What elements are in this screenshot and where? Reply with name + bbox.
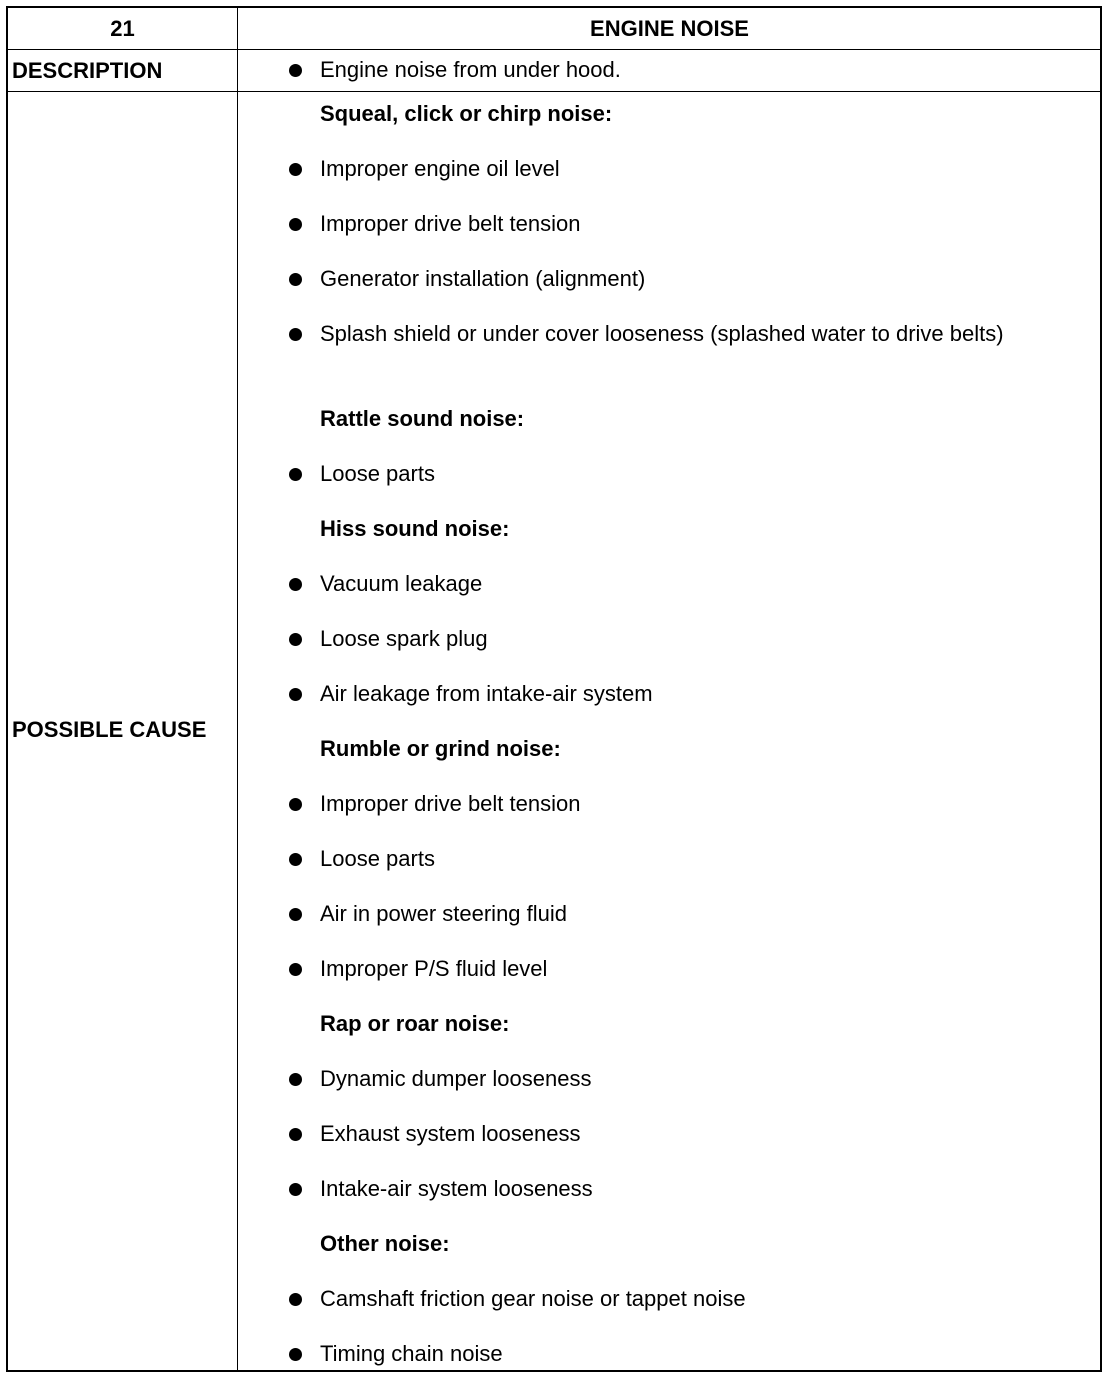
description-row	[8, 50, 1100, 92]
cause-category-heading: Rumble or grind noise:	[320, 736, 561, 761]
description-content-cell	[239, 50, 1100, 91]
cause-item-text: Loose parts	[320, 846, 435, 871]
bullet-icon	[289, 1073, 302, 1086]
bullet-icon	[289, 1183, 302, 1196]
description-label-cell	[8, 50, 238, 91]
cause-category-heading: Rattle sound noise:	[320, 406, 525, 431]
bullet-icon	[289, 273, 302, 286]
bullet-icon	[289, 468, 302, 481]
cause-item-text: Engine noise from under hood.	[320, 57, 621, 82]
cause-item-text: Splash shield or under cover looseness (splashed water to drive belts)	[320, 321, 1004, 346]
bullet-icon	[289, 688, 302, 701]
cause-category-heading: Hiss sound noise:	[320, 516, 510, 541]
bullet-icon	[289, 1293, 302, 1306]
cause-item-text: Dynamic dumper looseness	[320, 1066, 592, 1091]
possible-cause-content-cell	[239, 92, 1100, 1370]
cause-category-heading: Other noise:	[320, 1231, 450, 1256]
possible-cause-row	[8, 92, 1100, 1370]
cause-item-text: Improper engine oil level	[320, 156, 560, 181]
cause-item-text: Improper drive belt tension	[320, 791, 581, 816]
troubleshooting-number: 21	[110, 16, 135, 41]
bullet-icon	[289, 798, 302, 811]
cause-item-text: Loose spark plug	[320, 626, 488, 651]
bullet-icon	[289, 64, 302, 77]
cause-item-text: Intake-air system looseness	[320, 1176, 593, 1201]
cause-item-text: Improper drive belt tension	[320, 211, 581, 236]
header-number-cell	[8, 8, 238, 49]
cause-item-text: Air leakage from intake-air system	[320, 681, 653, 706]
cause-item-text: Improper P/S fluid level	[320, 956, 548, 981]
bullet-icon	[289, 633, 302, 646]
header-title-cell	[239, 8, 1100, 49]
bullet-icon	[289, 908, 302, 921]
bullet-icon	[289, 963, 302, 976]
bullet-icon	[289, 163, 302, 176]
cause-item-text: Vacuum leakage	[320, 571, 483, 596]
cause-item-text: Air in power steering fluid	[320, 901, 568, 926]
possible-cause-label: POSSIBLE CAUSE	[12, 717, 207, 742]
bullet-icon	[289, 218, 302, 231]
bullet-icon	[289, 1128, 302, 1141]
cause-item-text: Generator installation (alignment)	[320, 266, 646, 291]
cause-category-heading: Squeal, click or chirp noise:	[320, 101, 613, 126]
bullet-icon	[289, 328, 302, 341]
description-label: DESCRIPTION	[12, 58, 163, 83]
cause-item-text: Exhaust system looseness	[320, 1121, 581, 1146]
bullet-icon	[289, 1348, 302, 1361]
engine-noise-table	[6, 6, 1102, 1372]
possible-cause-label-cell	[8, 92, 238, 1370]
cause-item-text: Timing chain noise	[320, 1341, 503, 1366]
table-header-row	[8, 8, 1100, 50]
cause-item-text: Camshaft friction gear noise or tappet noise	[320, 1286, 746, 1311]
cause-item-text: Loose parts	[320, 461, 435, 486]
cause-category-heading: Rap or roar noise:	[320, 1011, 510, 1036]
bullet-icon	[289, 853, 302, 866]
bullet-icon	[289, 578, 302, 591]
symptom-title: ENGINE NOISE	[590, 16, 749, 41]
